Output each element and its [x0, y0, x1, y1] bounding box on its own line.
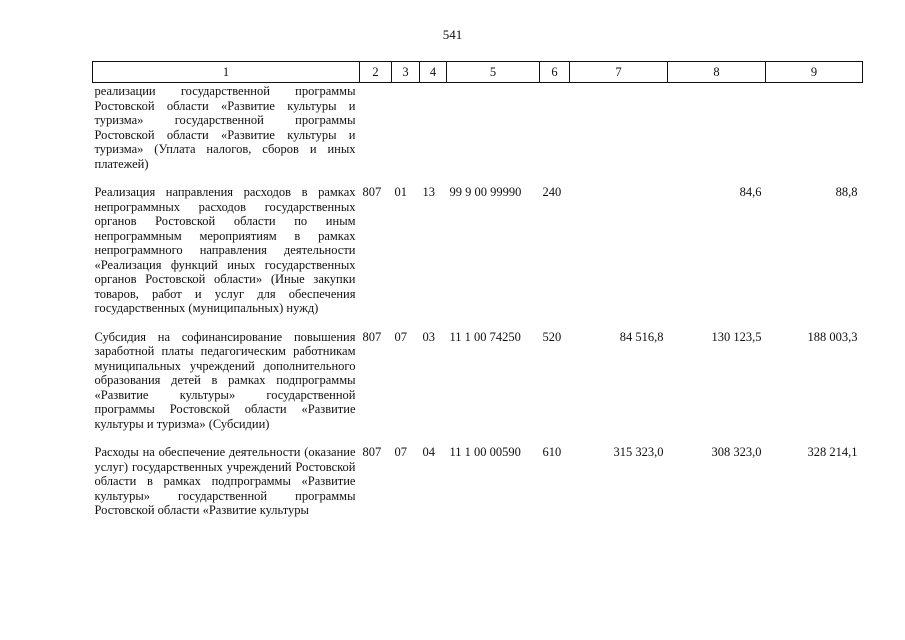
cell-amount-col7: 315 323,0 [613, 445, 664, 459]
cell-amount-col8: 84,6 [739, 185, 762, 199]
cell-amount-col8 [668, 83, 766, 176]
cell-subsection-code: 13 [422, 185, 435, 199]
cell-expense-type: 520 [542, 329, 562, 344]
cell-expense-type [540, 83, 570, 176]
header-col-7: 7 [570, 62, 668, 83]
cell-section-code: 07 [394, 445, 407, 459]
cell-target-article: 11 1 00 74250 [449, 329, 521, 344]
cell-target-article: 99 9 00 99990 [449, 185, 522, 199]
table-row [93, 320, 863, 436]
page-number: 541 [442, 27, 463, 42]
header-col-2: 2 [360, 62, 392, 83]
row-description: Субсидия на софинансирование повышения заработной платы педагогическим работникам муниципальных учреждений дополнительного образования детей в рамках подпрограммы «Развитие культуры» государственной программы Ростовской области «Развитие культуры и туризма» (Субсидии) [94, 329, 356, 431]
cell-target-article: 11 1 00 00590 [449, 445, 521, 459]
cell-ministry-code: 807 [362, 445, 382, 459]
row-description: реализации государственной программы Ростовской области «Развитие культуры и туризма» государственной программы Ростовской области «Развитие культуры и туризма» (Уплата налогов, сборов и иных платежей) [94, 84, 356, 171]
cell-amount-col9: 328 214,1 [807, 445, 858, 459]
cell-amount-col7 [570, 175, 668, 320]
header-col-3: 3 [392, 62, 420, 83]
row-description: Реализация направления расходов в рамках непрограммных расходов государственных органов Ростовской области по иным непрограммным мероприятиям в рамках непрограммного направления деятельности «Реализация функций иных государственных органов Ростовской области» (Иные закупки товаров, работ и услуг для обеспечения государственных (муниципальных) нужд) [94, 185, 356, 315]
header-col-9: 9 [766, 62, 863, 83]
header-row [93, 62, 863, 83]
cell-ministry-code: 807 [362, 329, 382, 344]
cell-ministry-code [360, 83, 392, 176]
cell-expense-type: 610 [542, 445, 562, 459]
cell-amount-col8: 130 123,5 [711, 329, 762, 344]
header-col-5: 5 [447, 62, 540, 83]
cell-ministry-code: 807 [362, 185, 382, 199]
table-row [93, 83, 863, 176]
table-row [93, 175, 863, 320]
table-header [93, 62, 863, 83]
cell-amount-col7: 84 516,8 [619, 329, 664, 344]
row-description: Расходы на обеспечение деятельности (оказание услуг) государственных учреждений Ростовской области в рамках подпрограммы «Развитие культуры» государственной программы Ростовской области «Развитие культуры [94, 445, 356, 517]
cell-amount-col9: 88,8 [835, 185, 858, 199]
cell-expense-type: 240 [542, 185, 562, 199]
cell-amount-col8: 308 323,0 [711, 445, 762, 459]
header-col-8: 8 [668, 62, 766, 83]
cell-subsection-code [420, 83, 447, 176]
header-col-1: 1 [93, 62, 360, 83]
cell-section-code: 07 [394, 329, 407, 344]
header-col-6: 6 [540, 62, 570, 83]
cell-subsection-code: 03 [422, 329, 435, 344]
cell-subsection-code: 04 [422, 445, 435, 459]
cell-target-article [447, 83, 540, 176]
table-body [93, 83, 863, 522]
table-row [93, 435, 863, 522]
cell-amount-col7 [570, 83, 668, 176]
budget-table [92, 61, 863, 522]
cell-amount-col9 [766, 83, 863, 176]
cell-section-code: 01 [394, 185, 407, 199]
cell-section-code [392, 83, 420, 176]
cell-amount-col9: 188 003,3 [807, 329, 858, 344]
header-col-4: 4 [420, 62, 447, 83]
